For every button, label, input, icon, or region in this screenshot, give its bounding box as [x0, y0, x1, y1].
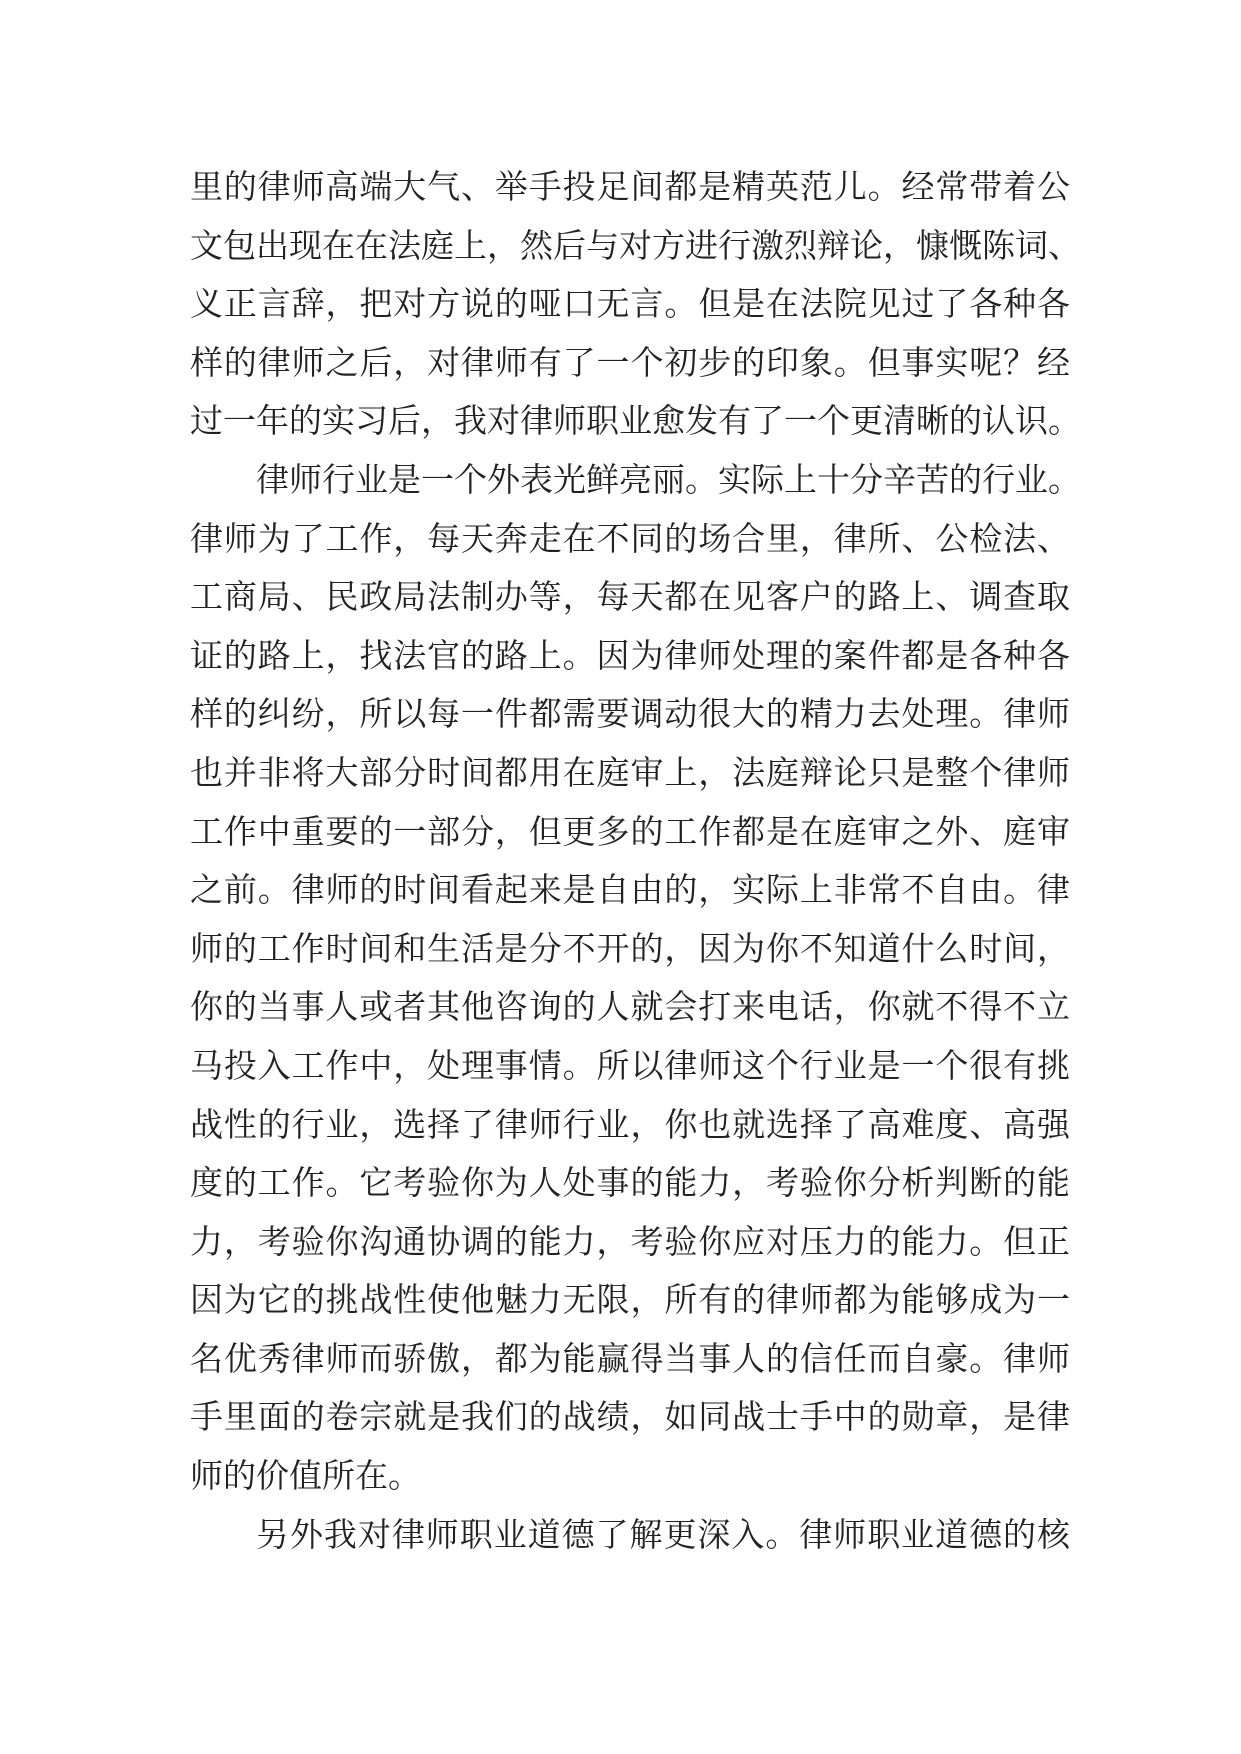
text-line: 度的工作。它考验你为人处事的能力，考验你分析判断的能 [190, 1163, 1070, 1203]
text-line: 马投入工作中，处理事情。所以律师这个行业是一个很有挑 [190, 1045, 1070, 1085]
text-line: 师的价值所在。 [190, 1456, 421, 1496]
text-line: 另外我对律师职业道德了解更深入。律师职业道德的核 [256, 1514, 1070, 1554]
text-line: 证的路上，找法官的路上。因为律师处理的案件都是各种各 [190, 635, 1070, 675]
text-line: 师的工作时间和生活是分不开的，因为你不知道什么时间， [190, 928, 1070, 968]
text-line: 名优秀律师而骄傲，都为能赢得当事人的信任而自豪。律师 [190, 1338, 1070, 1378]
text-line: 战性的行业，选择了律师行业，你也就选择了高难度、高强 [190, 1104, 1070, 1144]
text-line: 义正言辞，把对方说的哑口无言。但是在法院见过了各种各 [190, 284, 1070, 324]
text-line: 工作中重要的一部分，但更多的工作都是在庭审之外、庭审 [190, 811, 1070, 851]
text-line: 样的律师之后，对律师有了一个初步的印象。但事实呢？经 [190, 342, 1070, 382]
text-line: 律师为了工作，每天奔走在不同的场合里，律所、公检法、 [190, 518, 1070, 558]
text-line: 也并非将大部分时间都用在庭审上，法庭辩论只是整个律师 [190, 752, 1070, 792]
body-text [190, 158, 1081, 1564]
text-line: 力，考验你沟通协调的能力，考验你应对压力的能力。但正 [190, 1221, 1070, 1261]
text-line: 过一年的实习后，我对律师职业愈发有了一个更清晰的认识。 [190, 401, 1081, 441]
text-line: 样的纠纷，所以每一件都需要调动很大的精力去处理。律师 [190, 694, 1070, 734]
text-line: 你的当事人或者其他咨询的人就会打来电话，你就不得不立 [190, 987, 1070, 1027]
text-line: 手里面的卷宗就是我们的战绩，如同战士手中的勋章，是律 [190, 1397, 1070, 1437]
text-line: 里的律师高端大气、举手投足间都是精英范儿。经常带着公 [190, 167, 1070, 206]
text-line: 因为它的挑战性使他魅力无限，所有的律师都为能够成为一 [190, 1280, 1070, 1320]
text-line: 工商局、民政局法制办等，每天都在见客户的路上、调查取 [190, 577, 1070, 617]
text-line: 律师行业是一个外表光鲜亮丽。实际上十分辛苦的行业。 [256, 459, 1081, 499]
text-line: 文包出现在在法庭上，然后与对方进行激烈辩论，慷慨陈词、 [190, 225, 1081, 265]
text-line: 之前。律师的时间看起来是自由的，实际上非常不自由。律 [190, 870, 1070, 910]
